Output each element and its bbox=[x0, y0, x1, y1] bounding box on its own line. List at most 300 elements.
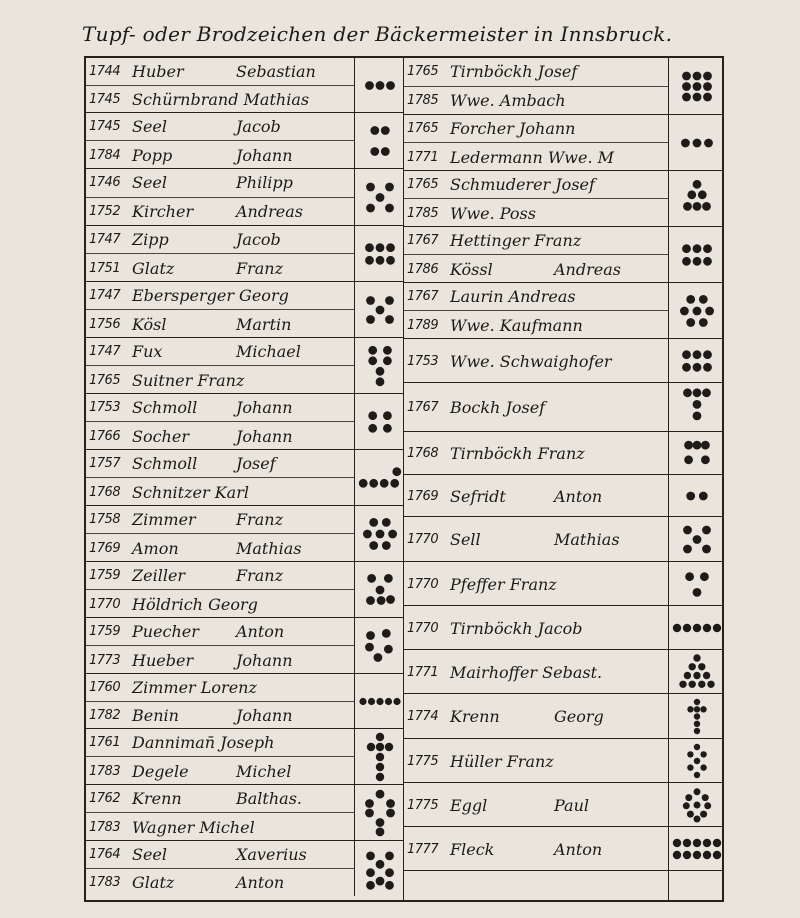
mark-dot bbox=[683, 544, 692, 553]
six-dots-x-mark-icon bbox=[357, 564, 403, 616]
year-label: 1766 bbox=[89, 428, 121, 444]
baker-name: Wwe. Ambach bbox=[450, 91, 566, 111]
mark-dot bbox=[385, 315, 394, 324]
register-row bbox=[404, 199, 668, 227]
mark-dot bbox=[703, 244, 712, 253]
column-divider bbox=[403, 58, 404, 900]
t-dots-mark-icon bbox=[671, 385, 723, 430]
mark-dot bbox=[366, 596, 375, 605]
year-label: 1777 bbox=[407, 841, 439, 857]
baker-name: Ledermann Wwe. M bbox=[450, 147, 615, 167]
register-row bbox=[86, 757, 354, 785]
mark-dot bbox=[700, 706, 706, 712]
mark-dot bbox=[366, 868, 375, 877]
bread-mark-cell bbox=[668, 283, 724, 338]
bread-mark-cell bbox=[668, 650, 724, 693]
mark-dot bbox=[380, 126, 389, 135]
mark-dot bbox=[388, 529, 397, 538]
year-label: 1747 bbox=[89, 288, 121, 303]
baker-name: Amon bbox=[132, 538, 179, 558]
bread-mark-cell bbox=[354, 169, 404, 225]
register-row bbox=[86, 785, 354, 813]
baker-name: Popp bbox=[132, 145, 173, 165]
baker-name: Wwe. Poss bbox=[450, 203, 536, 223]
three-dots-triangle-mark-icon bbox=[671, 564, 723, 604]
register-row bbox=[404, 143, 668, 171]
mark-dot bbox=[692, 362, 701, 371]
register-entry-group bbox=[404, 694, 724, 739]
mark-dot bbox=[692, 71, 701, 80]
mark-dot bbox=[692, 411, 701, 420]
year-label: 1775 bbox=[407, 797, 439, 813]
baker-given-name: Balthas. bbox=[236, 789, 302, 808]
baker-given-name: Anton bbox=[554, 486, 603, 506]
mark-dot bbox=[384, 644, 393, 653]
mark-dot bbox=[684, 455, 693, 464]
mark-dot bbox=[365, 243, 374, 252]
mark-dot bbox=[385, 881, 394, 890]
bread-mark-cell bbox=[354, 226, 404, 281]
mark-dot bbox=[385, 852, 394, 861]
mark-dot bbox=[702, 671, 709, 678]
mark-dot bbox=[682, 850, 690, 858]
register-row bbox=[86, 113, 354, 141]
mark-dot bbox=[693, 801, 700, 808]
register-entry-group bbox=[86, 226, 404, 282]
mark-dot bbox=[692, 92, 701, 101]
register-entry-group bbox=[404, 562, 724, 606]
mark-dot bbox=[366, 203, 375, 212]
baker-name: Krenn bbox=[450, 707, 500, 726]
register-entry-group bbox=[404, 606, 724, 650]
year-label: 1753 bbox=[89, 400, 121, 415]
register-entry-group bbox=[404, 171, 724, 227]
register-entry-group bbox=[404, 739, 724, 783]
year-label: 1782 bbox=[89, 707, 121, 723]
mark-dot bbox=[702, 544, 711, 553]
year-label: 1765 bbox=[89, 372, 121, 388]
ten-dots-triangle-mark-icon bbox=[671, 652, 723, 692]
mark-dot bbox=[366, 296, 375, 305]
baker-name: Tirnböckh Josef bbox=[450, 62, 578, 82]
mark-dot bbox=[693, 713, 699, 719]
register-row bbox=[404, 827, 668, 871]
baker-name: Wwe. Kaufmann bbox=[450, 315, 583, 335]
register-entry-group bbox=[404, 650, 724, 694]
baker-name: Hueber bbox=[132, 650, 194, 670]
register-row bbox=[86, 226, 354, 254]
mark-dot bbox=[366, 852, 375, 861]
mark-dot bbox=[385, 296, 394, 305]
baker-name: Socher bbox=[132, 426, 189, 446]
year-label: 1747 bbox=[89, 344, 121, 359]
baker-name: Schürnbrand Mathias bbox=[132, 89, 310, 109]
bread-mark-cell bbox=[668, 383, 724, 431]
baker-name: Seel bbox=[132, 844, 168, 864]
mark-dot bbox=[375, 827, 384, 836]
mark-dot bbox=[393, 697, 400, 704]
nine-dots-ring-mark-icon bbox=[671, 785, 723, 825]
mark-dot bbox=[692, 202, 701, 211]
bread-mark-cell bbox=[668, 562, 724, 605]
register-row bbox=[404, 255, 668, 283]
register-row bbox=[86, 366, 354, 394]
two-dots-row-mark-icon bbox=[671, 477, 723, 515]
register-row bbox=[404, 650, 668, 694]
register-row bbox=[86, 618, 354, 646]
baker-given-name: Franz bbox=[236, 258, 284, 278]
mark-dot bbox=[376, 596, 385, 605]
mark-dot bbox=[700, 810, 707, 817]
mark-dot bbox=[682, 244, 691, 253]
mark-dot bbox=[366, 315, 375, 324]
mark-dot bbox=[701, 440, 710, 449]
mark-dot bbox=[386, 799, 395, 808]
register-row bbox=[404, 339, 668, 383]
baker-given-name: Mathias bbox=[236, 538, 302, 558]
register-entry-group bbox=[86, 58, 404, 113]
baker-name: Sefridt bbox=[450, 486, 506, 506]
year-label: 1745 bbox=[89, 119, 121, 134]
mark-dot bbox=[688, 663, 695, 670]
mark-dot bbox=[682, 350, 691, 359]
year-label: 1770 bbox=[407, 620, 439, 636]
mark-dot bbox=[692, 850, 700, 858]
baker-name: Zimmer bbox=[132, 510, 196, 529]
bread-mark-cell bbox=[668, 783, 724, 826]
register-row bbox=[86, 169, 354, 198]
year-label: 1783 bbox=[89, 763, 121, 779]
y-dots-mark-icon bbox=[357, 340, 403, 392]
mark-dot bbox=[701, 794, 708, 801]
baker-name: Ebersperger Georg bbox=[132, 286, 289, 305]
register-entry-group bbox=[86, 113, 404, 169]
mark-dot bbox=[383, 345, 392, 354]
year-label: 1768 bbox=[407, 446, 439, 461]
mark-dot bbox=[375, 762, 383, 770]
year-label: 1761 bbox=[89, 735, 121, 750]
baker-name: Tirnböckh Jacob bbox=[450, 618, 583, 638]
mark-dot bbox=[375, 377, 384, 386]
year-label: 1757 bbox=[89, 456, 121, 471]
year-label: 1765 bbox=[407, 121, 439, 136]
mark-dot bbox=[682, 256, 691, 265]
baker-given-name: Sebastian bbox=[236, 61, 316, 81]
mark-dot bbox=[693, 671, 700, 678]
year-label: 1765 bbox=[407, 64, 439, 80]
register-row bbox=[404, 871, 668, 902]
bread-mark-cell bbox=[668, 517, 724, 561]
bread-mark-cell bbox=[668, 694, 724, 738]
mark-dot bbox=[384, 697, 391, 704]
mark-dot bbox=[693, 706, 699, 712]
baker-name: Glatz bbox=[132, 258, 175, 278]
mark-dot bbox=[693, 743, 699, 749]
bread-mark-cell bbox=[668, 606, 724, 649]
register-entry-group bbox=[404, 432, 724, 475]
baker-name: Degele bbox=[132, 761, 189, 781]
mark-dot bbox=[683, 388, 692, 397]
year-label: 1767 bbox=[407, 289, 439, 304]
register-row bbox=[404, 171, 668, 199]
year-label: 1770 bbox=[407, 576, 439, 592]
register-row bbox=[86, 562, 354, 590]
mark-dot bbox=[687, 706, 693, 712]
mark-dot bbox=[375, 193, 384, 202]
seven-dots-ring-mark-icon bbox=[357, 508, 403, 560]
register-row bbox=[404, 606, 668, 650]
mark-dot bbox=[693, 815, 700, 822]
five-dots-t-mark-icon bbox=[671, 434, 723, 473]
mark-dot bbox=[692, 350, 701, 359]
baker-name: Hettinger Franz bbox=[450, 231, 582, 250]
cross-vertical-mark-icon bbox=[671, 696, 723, 737]
baker-given-name: Franz bbox=[236, 566, 284, 585]
page-title: Tupf- oder Brodzeichen der Bäckermeister in Innsbruck. bbox=[82, 22, 673, 46]
year-label: 1789 bbox=[407, 317, 439, 333]
three-dots-row-mark-icon bbox=[357, 60, 403, 111]
mark-dot bbox=[375, 255, 384, 264]
year-label: 1774 bbox=[407, 709, 439, 724]
register-row bbox=[404, 383, 668, 432]
year-label: 1753 bbox=[407, 353, 439, 369]
mark-dot bbox=[692, 388, 701, 397]
mark-dot bbox=[368, 345, 377, 354]
four-dots-square-mark-icon bbox=[357, 115, 403, 167]
five-dots-arc-mark-icon bbox=[357, 620, 403, 672]
mark-dot bbox=[375, 366, 384, 375]
register-row bbox=[404, 739, 668, 783]
mark-dot bbox=[704, 802, 711, 809]
baker-given-name: Michael bbox=[236, 342, 301, 361]
register-row bbox=[86, 394, 354, 422]
baker-name: Wagner Michel bbox=[132, 817, 255, 837]
baker-given-name: Georg bbox=[554, 707, 604, 726]
mark-dot bbox=[698, 295, 707, 304]
mark-dot bbox=[692, 82, 701, 91]
mark-dot bbox=[375, 81, 384, 90]
mark-dot bbox=[693, 788, 700, 795]
baker-given-name: Paul bbox=[554, 795, 590, 815]
three-dots-row-large-mark-icon bbox=[671, 117, 723, 169]
baker-given-name: Johann bbox=[236, 705, 293, 725]
six-dots-triangle-mark-icon bbox=[671, 173, 723, 225]
mark-dot bbox=[703, 256, 712, 265]
register-entry-group bbox=[404, 517, 724, 562]
register-row bbox=[86, 450, 354, 478]
five-dots-row-mark-icon bbox=[357, 676, 403, 727]
bread-mark-cell bbox=[354, 562, 404, 617]
mark-dot bbox=[704, 138, 713, 147]
mark-dot bbox=[375, 818, 384, 827]
mark-dot bbox=[381, 541, 390, 550]
baker-name: Kössl bbox=[450, 259, 493, 279]
register-entry-group bbox=[404, 871, 724, 902]
baker-name: Schmoll bbox=[132, 398, 198, 417]
none-mark-icon bbox=[671, 873, 723, 901]
mark-dot bbox=[375, 772, 383, 780]
baker-name: Zeiller bbox=[132, 566, 186, 585]
mark-dot bbox=[682, 71, 691, 80]
register-row bbox=[86, 282, 354, 310]
baker-given-name: Martin bbox=[236, 314, 292, 334]
mark-dot bbox=[381, 629, 390, 638]
mark-dot bbox=[366, 631, 375, 640]
mark-dot bbox=[702, 850, 710, 858]
register-row bbox=[404, 432, 668, 475]
four-dots-tilted-mark-icon bbox=[357, 396, 403, 448]
baker-name: Zimmer Lorenz bbox=[132, 677, 257, 697]
year-label: 1751 bbox=[89, 260, 121, 276]
year-label: 1767 bbox=[407, 233, 439, 248]
year-label: 1758 bbox=[89, 512, 121, 527]
mark-dot bbox=[683, 671, 690, 678]
mark-dot bbox=[363, 529, 372, 538]
mark-dot bbox=[384, 574, 393, 583]
register-row bbox=[86, 813, 354, 841]
mark-dot bbox=[381, 518, 390, 527]
baker-given-name: Mathias bbox=[554, 530, 620, 549]
mark-dot bbox=[698, 680, 705, 687]
register-row bbox=[404, 562, 668, 606]
mark-dot bbox=[385, 868, 394, 877]
ten-dots-grid-mark-icon bbox=[671, 829, 723, 869]
baker-name: Sell bbox=[450, 530, 481, 549]
bread-mark-cell bbox=[354, 113, 404, 168]
mark-dot bbox=[370, 147, 379, 156]
register-row bbox=[86, 729, 354, 757]
seven-dots-ring-mark-icon bbox=[671, 285, 723, 337]
register-entry-group bbox=[404, 115, 724, 171]
baker-name: Huber bbox=[132, 61, 184, 81]
register-row bbox=[404, 87, 668, 116]
mark-dot bbox=[702, 202, 711, 211]
year-label: 1760 bbox=[89, 679, 121, 695]
five-dots-hook-mark-icon bbox=[357, 452, 403, 504]
mark-dot bbox=[712, 850, 720, 858]
year-label: 1770 bbox=[89, 596, 121, 612]
register-entry-group bbox=[86, 674, 404, 729]
mark-dot bbox=[692, 623, 700, 631]
register-row bbox=[404, 115, 668, 143]
baker-given-name: Johann bbox=[236, 145, 293, 165]
mark-dot bbox=[682, 802, 689, 809]
baker-name: Forcher Johann bbox=[450, 119, 576, 138]
mark-dot bbox=[390, 478, 399, 487]
bread-mark-cell bbox=[354, 785, 404, 840]
bread-mark-cell bbox=[668, 432, 724, 474]
register-row bbox=[86, 590, 354, 618]
year-label: 1771 bbox=[407, 664, 439, 680]
baker-name: Glatz bbox=[132, 872, 175, 892]
baker-name: Kircher bbox=[132, 202, 194, 222]
register-entry-group bbox=[86, 338, 404, 394]
mark-dot bbox=[366, 881, 375, 890]
register-entry-group bbox=[86, 450, 404, 506]
mark-dot bbox=[693, 720, 699, 726]
mark-dot bbox=[681, 138, 690, 147]
baker-name: Tirnböckh Franz bbox=[450, 444, 585, 463]
mark-dot bbox=[375, 585, 384, 594]
mark-dot bbox=[688, 680, 695, 687]
baker-name: Fleck bbox=[450, 839, 495, 859]
five-dots-quincunx-mark-icon bbox=[671, 519, 723, 560]
baker-given-name: Anton bbox=[236, 622, 285, 641]
mark-dot bbox=[375, 305, 384, 314]
six-dots-grid-mark-icon bbox=[671, 341, 723, 381]
mark-dot bbox=[692, 400, 701, 409]
baker-given-name: Johann bbox=[236, 426, 293, 446]
bread-mark-cell bbox=[668, 739, 724, 782]
left-column bbox=[86, 58, 404, 900]
year-label: 1783 bbox=[89, 819, 121, 835]
year-label: 1786 bbox=[407, 261, 439, 277]
mark-dot bbox=[692, 588, 701, 597]
mark-dot bbox=[365, 799, 374, 808]
register-row bbox=[404, 517, 668, 562]
bread-mark-cell bbox=[354, 618, 404, 673]
eight-dots-grid-mark-icon bbox=[357, 843, 403, 894]
bread-mark-cell bbox=[668, 339, 724, 382]
mark-dot bbox=[369, 518, 378, 527]
mark-dot bbox=[380, 147, 389, 156]
mark-dot bbox=[682, 82, 691, 91]
mark-dot bbox=[392, 467, 401, 476]
cross-wide-mark-icon bbox=[357, 787, 403, 839]
five-dots-frame-mark-icon bbox=[357, 171, 403, 224]
mark-dot bbox=[692, 306, 701, 315]
year-label: 1765 bbox=[407, 177, 439, 192]
five-dots-quincunx-mark-icon bbox=[357, 284, 403, 336]
baker-name: Suitner Franz bbox=[132, 370, 245, 390]
bread-mark-cell bbox=[668, 871, 724, 902]
mark-dot bbox=[698, 318, 707, 327]
bread-mark-cell bbox=[668, 115, 724, 170]
baker-name: Seel bbox=[132, 117, 168, 136]
bread-mark-cell bbox=[354, 394, 404, 449]
mark-dot bbox=[682, 92, 691, 101]
mark-dot bbox=[700, 764, 706, 770]
baker-given-name: Franz bbox=[236, 510, 284, 529]
bread-mark-cell bbox=[354, 450, 404, 505]
year-label: 1785 bbox=[407, 205, 439, 221]
register-row bbox=[86, 506, 354, 534]
mark-dot bbox=[386, 255, 395, 264]
register-entry-group bbox=[404, 475, 724, 517]
five-dots-row-mark-icon bbox=[671, 608, 723, 648]
year-label bbox=[407, 871, 443, 902]
mark-dot bbox=[698, 663, 705, 670]
bread-mark-cell bbox=[354, 841, 404, 896]
year-label: 1767 bbox=[407, 400, 439, 415]
year-label: 1783 bbox=[89, 874, 121, 890]
mark-dot bbox=[687, 764, 693, 770]
register-row bbox=[404, 58, 668, 87]
bread-mark-cell bbox=[354, 282, 404, 337]
mark-dot bbox=[365, 808, 374, 817]
register-row bbox=[86, 141, 354, 169]
year-label: 1747 bbox=[89, 232, 121, 247]
mark-dot bbox=[368, 411, 377, 420]
mark-dot bbox=[692, 535, 701, 544]
mark-dot bbox=[373, 653, 382, 662]
bread-mark-cell bbox=[354, 338, 404, 393]
baker-name: Laurin Andreas bbox=[450, 287, 576, 306]
year-label: 1769 bbox=[407, 488, 439, 504]
baker-given-name: Jacob bbox=[236, 117, 281, 136]
baker-given-name: Jacob bbox=[236, 230, 281, 249]
register-row bbox=[404, 283, 668, 311]
